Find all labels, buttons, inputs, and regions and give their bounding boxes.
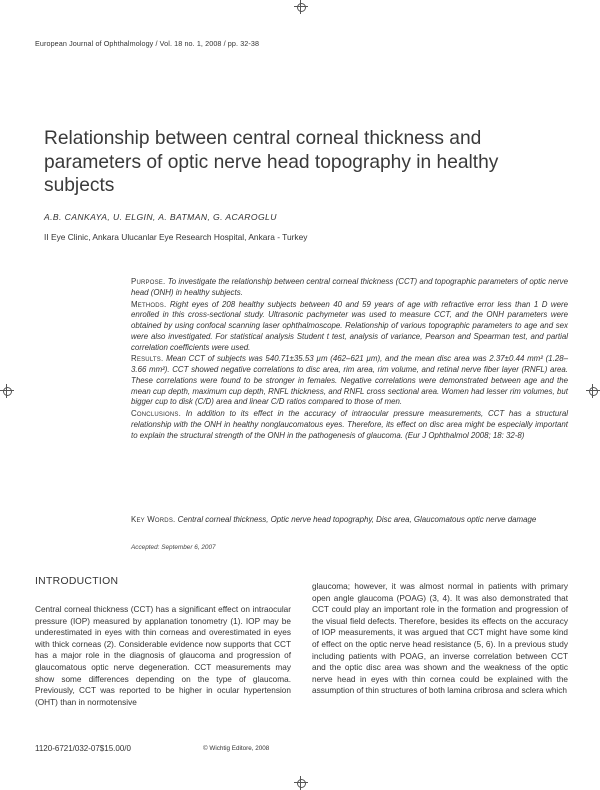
keywords-label: Key Words. (131, 515, 176, 524)
methods-text: Right eyes of 208 healthy subjects between 40 and 59 years of age with refractive error less than 1 D were enrolled in this cross-sectional study. Ultrasonic pachymeter was used to measure CCT, and the ONH parameters were obtained by using confocal scanning laser ophthalmoscope. Relationship of various topographic parameters to age and sex were also investigated. For statistical analysis Student t test, analysis of variance, Pearson and Spearman test, and partial correlation coefficients were used. (131, 299, 568, 352)
abstract-conclusions (131, 409, 568, 441)
keywords (131, 514, 568, 525)
results-text: Mean CCT of subjects was 540.71±35.53 µm (462–621 µm), and the mean disc area was 2.37±0.44 mm² (1.28–3.66 mm²). CCT showed negative correlations to disc area, rim area, rim volume, and retinal nerve fiber layer (RNFL) area. These correlations were found to be stronger in females. Negative correlations were demonstrated between age and the mean cup depth, maximum cup depth, RNFL thickness, and RNFL cross sectional area. Women had lesser rim volumes, but bigger cup to disk (C/D) area and linear C/D ratios compared to those of men. (131, 354, 568, 407)
purpose-label: Purpose. (131, 277, 166, 286)
abstract-methods (131, 300, 568, 354)
article-affiliation: II Eye Clinic, Ankara Ulucanlar Eye Research Hospital, Ankara - Turkey (44, 232, 308, 242)
methods-label: Methods. (131, 299, 167, 309)
conclusions-label: Conclusions. (131, 409, 181, 418)
abstract-results (131, 354, 568, 408)
journal-reference: European Journal of Ophthalmology / Vol. 18 no. 1, 2008 / pp. 32-38 (35, 39, 260, 48)
article-title: Relationship between central corneal thickness and parameters of optic nerve head topography in healthy subjects (44, 128, 499, 196)
abstract (131, 277, 568, 442)
registration-mark-left (0, 384, 14, 398)
keywords-text: Central corneal thickness, Optic nerve head topography, Disc area, Glaucomatous optic nerve damage (177, 515, 537, 524)
body-column-left: Central corneal thickness (CCT) has a significant effect on intraocular pressure (IOP) measured by applanation tonometry (1). IOP may be underestimated in eyes with thin corneas and overestimated in eyes with thick corneas (2). Considerable evidence now supports that CCT has a major role in the diagnosis of glaucoma and progression of glaucomatous optic nerve degeneration. CCT measurements may show some differences depending on the type of glaucoma. Previously, CCT was reported to be higher in ocular hypertension (OHT) than in normotensive (35, 605, 291, 707)
abstract-purpose (131, 277, 568, 299)
footer-publisher: © Wichtig Editore, 2008 (203, 745, 270, 752)
registration-mark-top (294, 0, 308, 14)
registration-mark-bottom (294, 776, 308, 790)
conclusions-text: In addition to its effect in the accuracy of intraocular pressure measurements, CCT has a structural relationship with the ONH in healthy nonglaucomatous eyes. Therefore, its effect on disc area might be especially important to explain the structural strength of the ONH in the pathogenesis of glaucoma. (Eur J Ophthalmol 2008; 18: 32-8) (131, 409, 568, 440)
footer-price-code: 1120-6721/032-07$15.00/0 (35, 744, 131, 753)
purpose-text: To investigate the relationship between central corneal thickness (CCT) and topographic parameters of optic nerve head (ONH) in healthy subjects. (131, 277, 569, 297)
accepted-date: Accepted: September 6, 2007 (131, 544, 216, 551)
results-label: Results. (131, 354, 164, 364)
registration-mark-right (586, 384, 600, 398)
article-authors: A.B. CANKAYA, U. ELGIN, A. BATMAN, G. ACAROGLU (44, 212, 277, 222)
body-column-right: glaucoma; however, it was almost normal in patients with primary open angle glaucoma (POAG) (3, 4). It was also demonstrated that CCT could play an important role in the formation and progression of the visual field defects. Therefore, besides its effects on the accuracy of IOP measurements, it was argued that CCT might have some kind of effect on the optic nerve head resistance (5, 6). In a previous study including patients with POAG, an inverse correlation between CCT and the optic disc area was shown and the weakness of the optic nerve head in eyes with thin cornea could be explained with the assumption of thin structures of both lamina cribrosa and sclera which (312, 582, 568, 696)
section-heading-introduction: INTRODUCTION (35, 576, 119, 587)
